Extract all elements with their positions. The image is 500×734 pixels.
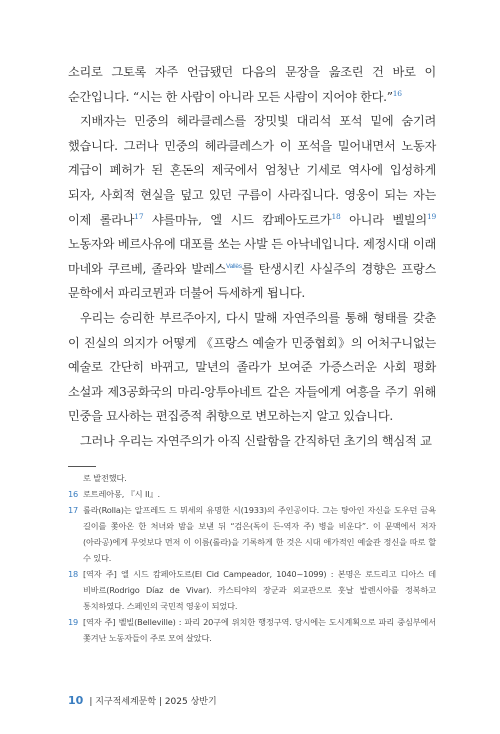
- footnote-number: 19: [68, 617, 79, 627]
- main-text: [68, 60, 436, 454]
- footnotes: [68, 470, 436, 646]
- running-title: | 지구적세계문학 | 2025 상반기: [89, 697, 217, 707]
- paragraph-text: 노동자와 베르사유에 대포를 쏘는 사발 든 아낙네입니다. 제정시대 이래 마네와 쿠르베, 졸라와 발레스: [68, 237, 436, 276]
- footnote-marker: 17: [134, 211, 144, 221]
- paragraph-text: 를 탄생시킨 사실주의 경향은 프랑스 문학에서 파리코뮌과 더불어 득세하게 됩니다.: [68, 261, 436, 301]
- paragraph-text: 샤를마뉴, 엘 시드 캄페아도르가: [143, 212, 332, 227]
- paragraph-text: 지배자는 민중의 헤라클레스를 장밋빛 대리석 포석 밑에 숨기려 했습니다. 그러나 민중의 헤라클레스가 이 포석을 밀어내면서 노동자 계급이 폐허가 된 혼돈의 제국에서 엄청난 기세로 역사에 입성하게 되자, 사회적 현실을 덮고 있던 구름이 사라집니다. 영웅이 되는 자는 이제 롤라나: [68, 114, 436, 227]
- footnote-text: 로트레아몽, 『시 II』.: [83, 489, 160, 499]
- footnote-item: [68, 614, 436, 646]
- footnote-item: [68, 486, 436, 502]
- body-paragraph: [68, 60, 436, 109]
- page-number: 10: [68, 694, 84, 707]
- footnote-text: [역자 주] 엘 시드 캄페아도르(El Cid Campeador, 1040~1099) : 본명은 로드리고 디아스 데 비바르(Rodrigo Díaz de Vivar). 카스티야의 장군과 외교관으로 훗날 발렌시아를 정복하고 통치하였다. 스페인의 국민적 영웅이 되었다.: [83, 569, 436, 611]
- body-paragraph: [68, 429, 436, 454]
- body-paragraph: [68, 306, 436, 429]
- paragraph-text: 우리는 승리한 부르주아지, 다시 말해 자연주의를 통해 형태를 갖춘 이 진실의 의지가 어떻게 《프랑스 예술가 민중협회》의 어처구니없는 예술로 간단히 바뀌고, 말년의 졸라가 보여준 가증스러운 사회 평화 소설과 제3공화국의 마리-앙투아네트 같은 자들에게 여흥을 주기 위해 민중을 묘사하는 편집증적 취향으로 변모하는지 알고 있습니다.: [68, 310, 436, 424]
- footnote-text: 롤라(Rolla)는 알프레드 드 뮈세의 유명한 시(1933)의 주인공이다. 그는 탕아인 자신을 도우던 금욕 길이를 쫓아온 한 처녀와 밤을 보낸 뒤 “검은(독이 든-역자 주) 병을 비운다”. 이 문맥에서 저자(아라공)에게 무엇보다 먼저 이 이름(롤라)을 기록하게 한 것은 시대 애가적인 예술관 정신을 따로 할 수 있다.: [83, 505, 436, 563]
- paragraph-text: 소리로 그토록 자주 언급됐던 다음의 문장을 읊조린 건 바로 이 순간입니다. “시는 한 사람이 아니라 모든 사람이 지어야 한다.”: [68, 65, 436, 104]
- footnote-number: 17: [68, 505, 79, 515]
- original-name-marker: Vallès: [225, 262, 242, 270]
- page-footer: [68, 694, 217, 707]
- footnote-number: 16: [68, 489, 79, 499]
- footnote-marker: 16: [392, 88, 402, 98]
- footnote-text: 로 발전했다.: [83, 473, 127, 483]
- footnote-marker: 19: [426, 211, 437, 221]
- footnote-marker: 18: [331, 211, 341, 221]
- paragraph-text: 그러나 우리는 자연주의가 아직 신랄함을 간직하던 초기의 핵심적 교: [80, 433, 432, 448]
- paragraph-text: 아니라 벨빌의: [340, 212, 427, 227]
- footnote-number: 18: [68, 569, 79, 579]
- footnote-item: [68, 502, 436, 566]
- footnote-item: [68, 566, 436, 614]
- footnote-item: [68, 470, 436, 486]
- body-paragraph: [68, 109, 436, 306]
- footnote-text: [역자 주] 벨빌(Belleville) : 파리 20구에 위치한 행정구역. 당시에는 도시계획으로 파리 중심부에서 쫓겨난 노동자들이 주로 모여 살았다.: [83, 617, 436, 643]
- footnote-divider: [68, 466, 96, 467]
